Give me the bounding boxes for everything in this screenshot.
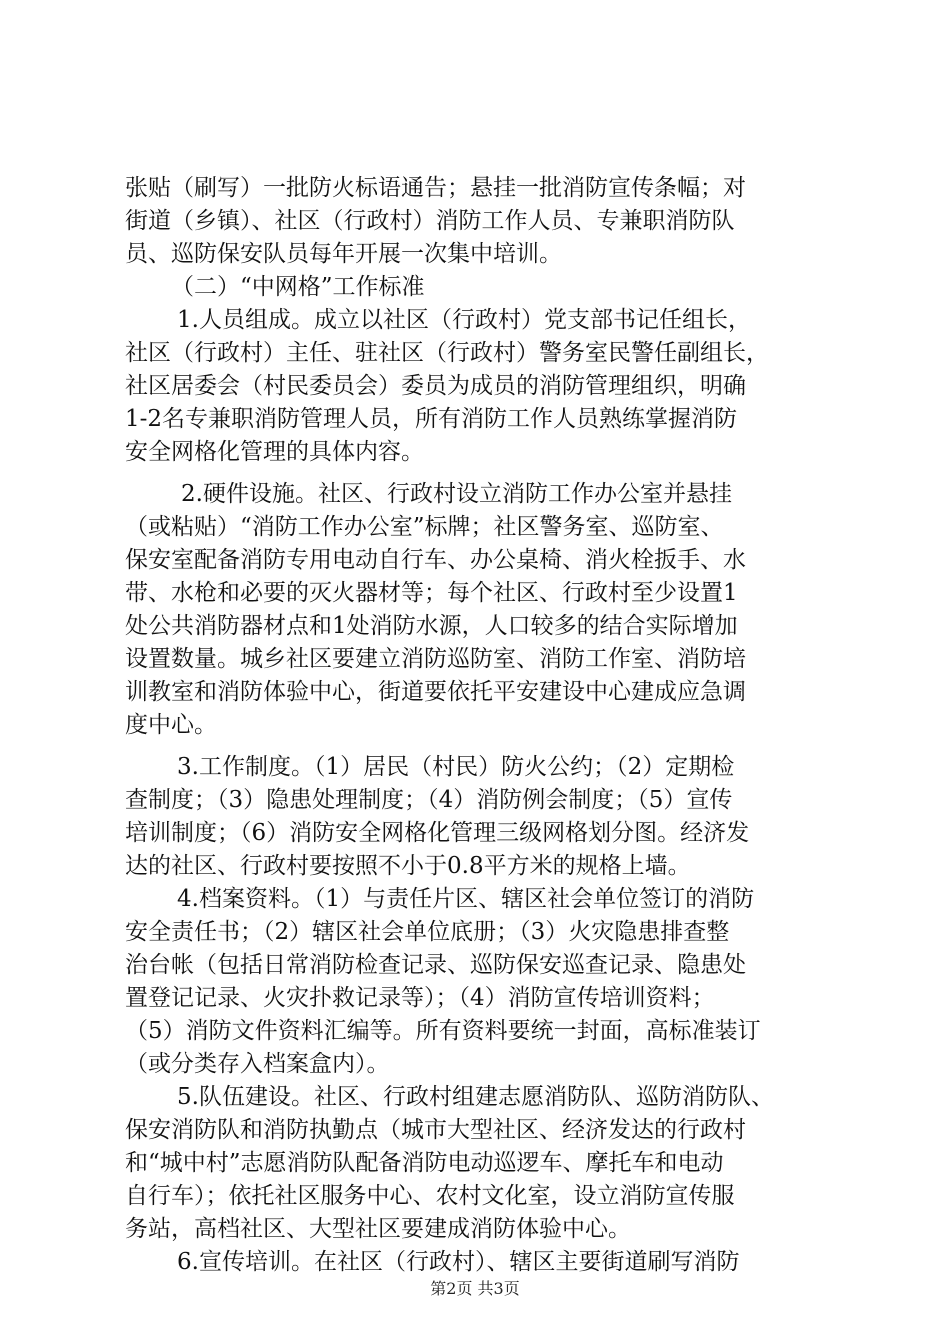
text-line: （或分类存入档案盒内）。 [125,1051,390,1077]
text-line: 张贴（刷写）一批防火标语通告；悬挂一批消防宣传条幅；对 [125,175,746,201]
text-line: 1-2名专兼职消防管理人员，所有消防工作人员熟练掌握消防 [125,406,738,432]
text-line: 自行车）；依托社区服务中心、农村文化室，设立消防宣传服 [125,1183,735,1209]
text-line: 安全责任书；（2）辖区社会单位底册；（3）火灾隐患排查整 [125,919,730,945]
text-line: 社区居委会（村民委员会）委员为成员的消防管理组织，明确 [125,373,746,399]
text-line: 5.队伍建设。社区、行政村组建志愿消防队、巡防消防队、 [177,1084,774,1110]
paragraph-gap [125,469,830,478]
text-line: 带、水枪和必要的灭火器材等；每个社区、行政村至少设置1 [125,580,738,606]
text-line: 查制度；（3）隐患处理制度；（4）消防例会制度；（5）宣传 [125,787,733,813]
text-line: 治台帐（包括日常消防检查记录、巡防保安巡查记录、隐患处 [125,952,746,978]
text-line: （5）消防文件资料汇编等。所有资料要统一封面，高标准装订 [125,1018,761,1044]
text-line: 保安消防队和消防执勤点（城市大型社区、经济发达的行政村 [125,1117,746,1143]
text-line: 2.硬件设施。社区、行政村设立消防工作办公室并悬挂 [181,481,732,507]
text-line: 和“城中村”志愿消防队配备消防电动巡逻车、摩托车和电动 [125,1150,724,1176]
text-line: 员、巡防保安队员每年开展一次集中培训。 [125,241,562,267]
text-line: 处公共消防器材点和1处消防水源，人口较多的结合实际增加 [125,613,738,639]
text-line: 达的社区、行政村要按照不小于0.8平方米的规格上墙。 [125,853,691,879]
page-footer [0,1278,950,1300]
section-heading: （二）“中网格”工作标准 [171,274,425,300]
text-line: 安全网格化管理的具体内容。 [125,439,424,465]
text-line: 3.工作制度。（1）居民（村民）防火公约；（2）定期检 [177,754,735,780]
paragraph-gap [125,742,830,751]
text-line: 1.人员组成。成立以社区（行政村）党支部书记任组长， [177,307,751,333]
document-body [125,172,830,1279]
text-line: 4.档案资料。（1）与责任片区、辖区社会单位签订的消防 [177,886,755,912]
text-line: 务站，高档社区、大型社区要建成消防体验中心。 [125,1216,631,1242]
text-line: 6.宣传培训。在社区（行政村）、辖区主要街道刷写消防 [177,1249,740,1275]
page-number: 第2页 共3页 [430,1279,520,1298]
text-line: 街道（乡镇）、社区（行政村）消防工作人员、专兼职消防队 [125,208,735,234]
text-line: 保安室配备消防专用电动自行车、办公桌椅、消火栓扳手、水 [125,547,746,573]
text-line: 度中心。 [125,712,217,738]
text-line: 训教室和消防体验中心，街道要依托平安建设中心建成应急调 [125,679,746,705]
text-line: 社区（行政村）主任、驻社区（行政村）警务室民警任副组长， [125,340,769,366]
text-line: （或粘贴）“消防工作办公室”标牌；社区警务室、巡防室、 [125,514,724,540]
text-line: 设置数量。城乡社区要建立消防巡防室、消防工作室、消防培 [125,646,746,672]
text-line: 置登记记录、火灾扑救记录等）；（4）消防宣传培训资料； [125,985,715,1011]
text-line: 培训制度；（6）消防安全网格化管理三级网格划分图。经济发 [125,820,750,846]
